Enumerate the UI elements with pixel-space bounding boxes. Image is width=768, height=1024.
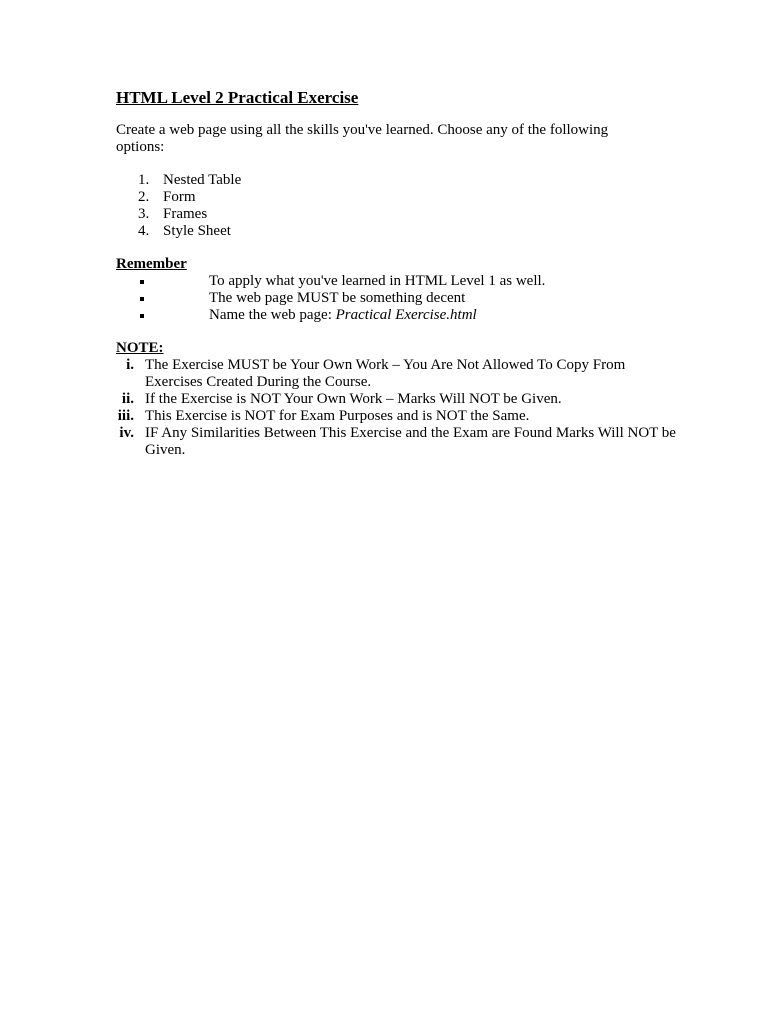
note-numeral: iii. [117,408,134,424]
filename-text: Practical Exercise.html [335,307,477,323]
note-item [116,357,676,391]
remember-text: The web page MUST be something decent [209,290,466,306]
note-heading: NOTE: [116,340,164,356]
remember-item [116,290,676,307]
note-numeral: i. [126,357,134,373]
square-bullet-icon [140,314,144,318]
option-text: Nested Table [163,172,242,188]
remember-text: To apply what you've learned in HTML Level 1 as well. [209,273,546,289]
options-list [116,172,676,240]
note-text: The Exercise MUST be Your Own Work – You Are Not Allowed To Copy From Exercises Created During the Course. [145,357,626,390]
option-item [116,189,676,206]
option-text: Frames [163,206,208,222]
note-numeral: iv. [119,425,134,441]
document-page [116,88,676,459]
intro-paragraph: Create a web page using all the skills you've learned. Choose any of the following options: [116,122,609,155]
note-text: IF Any Similarities Between This Exercise and the Exam are Found Marks Will NOT be Given. [145,425,676,458]
note-list [116,357,676,459]
remember-list [116,273,676,324]
square-bullet-icon [140,297,144,301]
remember-item [116,307,676,324]
remember-heading: Remember [116,256,187,272]
option-number: 1. [138,172,150,188]
option-number: 2. [138,189,150,205]
note-text: This Exercise is NOT for Exam Purposes and is NOT the Same. [145,408,530,424]
option-item [116,172,676,189]
option-text: Form [163,189,196,205]
note-numeral: ii. [121,391,134,407]
option-number: 3. [138,206,150,222]
note-item [116,425,676,459]
note-item [116,408,676,425]
option-item [116,223,676,240]
remember-item [116,273,676,290]
note-item [116,391,676,408]
option-item [116,206,676,223]
option-number: 4. [138,223,150,239]
square-bullet-icon [140,280,144,284]
page-title: HTML Level 2 Practical Exercise [116,88,359,107]
note-text: If the Exercise is NOT Your Own Work – Marks Will NOT be Given. [145,391,562,407]
option-text: Style Sheet [163,223,231,239]
remember-text: Name the web page: [209,307,336,323]
